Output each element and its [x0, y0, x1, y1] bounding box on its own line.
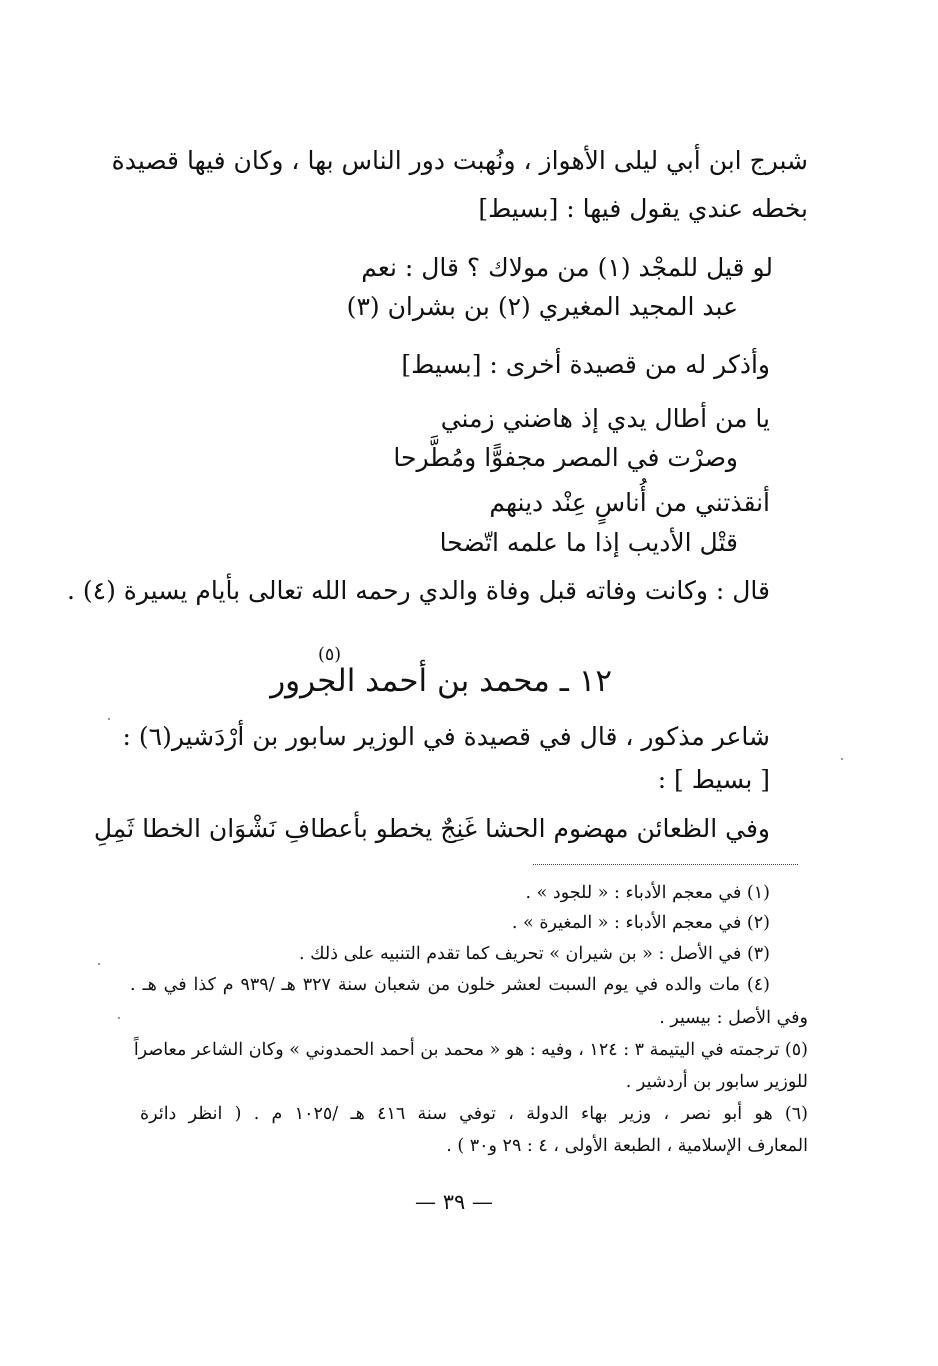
verse-second-hemistich: قتْل الأديب إذا ما علمه اتّضحا — [439, 528, 738, 557]
prose-line: شبرج ابن أبي ليلى الأهواز ، ونُهبت دور الناس بها ، وكان فيها قصيدة — [111, 146, 808, 175]
verse-second-hemistich: عبد المجيد المغيري (٢) بن بشران (٣) — [346, 292, 738, 321]
footnote: (١) في معجم الأدباء : « للجود » . — [525, 883, 770, 903]
footnote-separator — [533, 864, 798, 865]
scan-speck — [841, 758, 843, 760]
footnote: المعارف الإسلامية ، الطبعة الأولى ، ٤ : ٢٩ و٣٠ ) . — [446, 1136, 808, 1156]
verse-first-hemistich: أنقذتني من أُناسٍ عِنْد دينهم — [489, 488, 770, 517]
prose-line: [ بسيط ] : — [657, 765, 770, 794]
footnote: (٦) هو أبو نصر ، وزير بهاء الدولة ، توفي سنة ٤١٦ هـ /١٠٢٥ م . ( انظر دائرة — [140, 1104, 808, 1124]
verse-line: وفي الظعائن مهضوم الحشا غَنِجٌ يخطو بأعطافِ نَشْوَان الخطا ثَمِلِ — [93, 814, 770, 843]
verse-first-hemistich: يا من أطال يدي إذ هاضني زمني — [440, 404, 770, 433]
footnote: (٤) مات والده في يوم السبت لعشر خلون من شعبان سنة ٣٢٧ هـ /٩٣٩ م كذا في هـ . — [130, 975, 770, 995]
verse-first-hemistich: لو قيل للمجْد (١) من مولاك ؟ قال : نعم — [361, 253, 773, 282]
scan-speck — [118, 1017, 120, 1019]
footnote: (٣) في الأصل : « بن شيران » تحريف كما تقدم التنبيه على ذلك . — [299, 944, 770, 964]
prose-line: وأذكر له من قصيدة أخرى : [بسيط] — [401, 350, 770, 379]
footnote: وفي الأصل : بيسير . — [659, 1008, 808, 1028]
footnote: للوزير سابور بن أردشير . — [625, 1072, 808, 1092]
scan-speck — [98, 963, 100, 965]
prose-line: بخطه عندي يقول فيها : [بسيط] — [478, 194, 808, 223]
verse-second-hemistich: وصرْت في المصر مجفوًّا ومُطَّرحا — [393, 443, 738, 472]
footnote-reference: (٥) — [318, 645, 342, 665]
footnote: (٢) في معجم الأدباء : « المغيرة » . — [511, 913, 770, 933]
section-title: ١٢ ـ محمد بن أحمد الجرور — [270, 663, 612, 699]
page-number: — ٣٩ — — [415, 1190, 493, 1214]
scan-speck — [108, 718, 110, 720]
prose-line: قال : وكانت وفاته قبل وفاة والدي رحمه الله تعالى بأيام يسيرة (٤) . — [67, 576, 770, 605]
footnote: (٥) ترجمته في اليتيمة ٣ : ١٢٤ ، وفيه : هو « محمد بن أحمد الحمدوني » وكان الشاعر معاصراً — [133, 1040, 808, 1060]
prose-line: شاعر مذكور ، قال في قصيدة في الوزير سابور بن أرْدَشير(٦) : — [122, 722, 770, 751]
